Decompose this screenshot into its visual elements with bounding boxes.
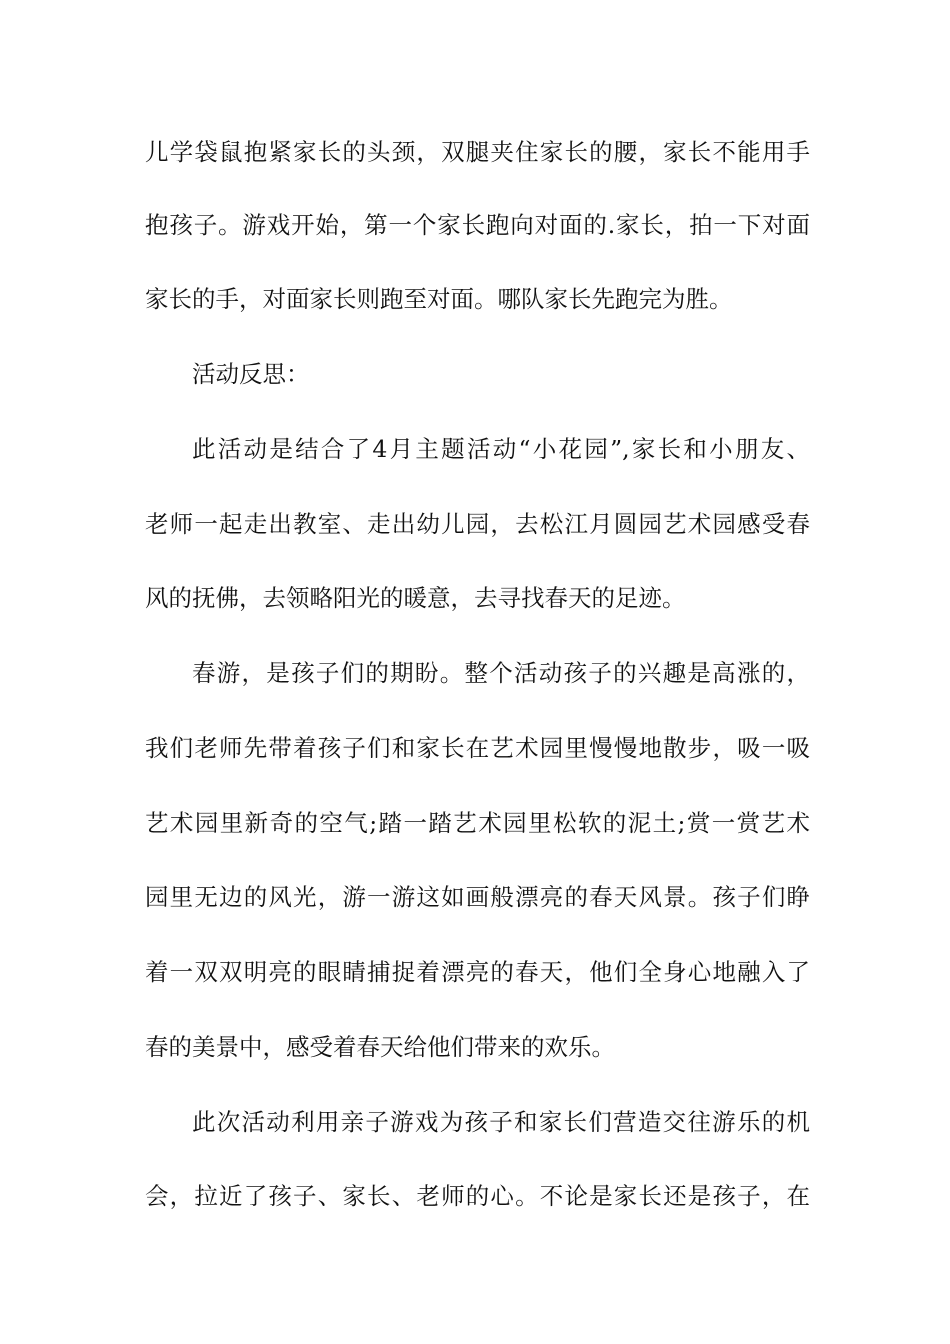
text-line-14: 此次活动利用亲子游戏为孩子和家长们营造交往游乐的机 <box>192 1108 810 1136</box>
text-line-12: 着一双双明亮的眼睛捕捉着漂亮的春天，他们全身心地融入了 <box>145 958 810 986</box>
text-line-15: 会，拉近了孩子、家长、老师的心。不论是家长还是孩子，在 <box>145 1182 810 1210</box>
text-line-13: 春的美景中，感受着春天给他们带来的欢乐。 <box>145 1033 615 1061</box>
text-line-3: 家长的手，对面家长则跑至对面。哪队家长先跑完为胜。 <box>145 285 733 313</box>
text-line-1: 儿学袋鼠抱紧家长的头颈，双腿夹住家长的腰，家长不能用手 <box>145 138 810 166</box>
text-line-10: 艺术园里新奇的空气;踏一踏艺术园里松软的泥土;赏一赏艺术 <box>145 809 810 837</box>
text-line-7: 风的抚佛，去领略阳光的暖意，去寻找春天的足迹。 <box>145 584 686 612</box>
text-line-2: 抱孩子。游戏开始，第一个家长跑向对面的.家长，拍一下对面 <box>145 211 810 239</box>
text-line-11: 园里无边的风光，游一游这如画般漂亮的春天风景。孩子们睁 <box>145 883 810 911</box>
text-line-9: 我们老师先带着孩子们和家长在艺术园里慢慢地散步，吸一吸 <box>145 734 810 762</box>
text-line-6: 老师一起走出教室、走出幼儿园，去松江月圆园艺术园感受春 <box>145 510 810 538</box>
section-heading-reflection: 活动反思： <box>192 360 310 388</box>
text-line-5: 此活动是结合了4月主题活动“小花园”,家长和小朋友、 <box>192 435 810 463</box>
text-line-8: 春游，是孩子们的期盼。整个活动孩子的兴趣是高涨的， <box>192 659 810 687</box>
